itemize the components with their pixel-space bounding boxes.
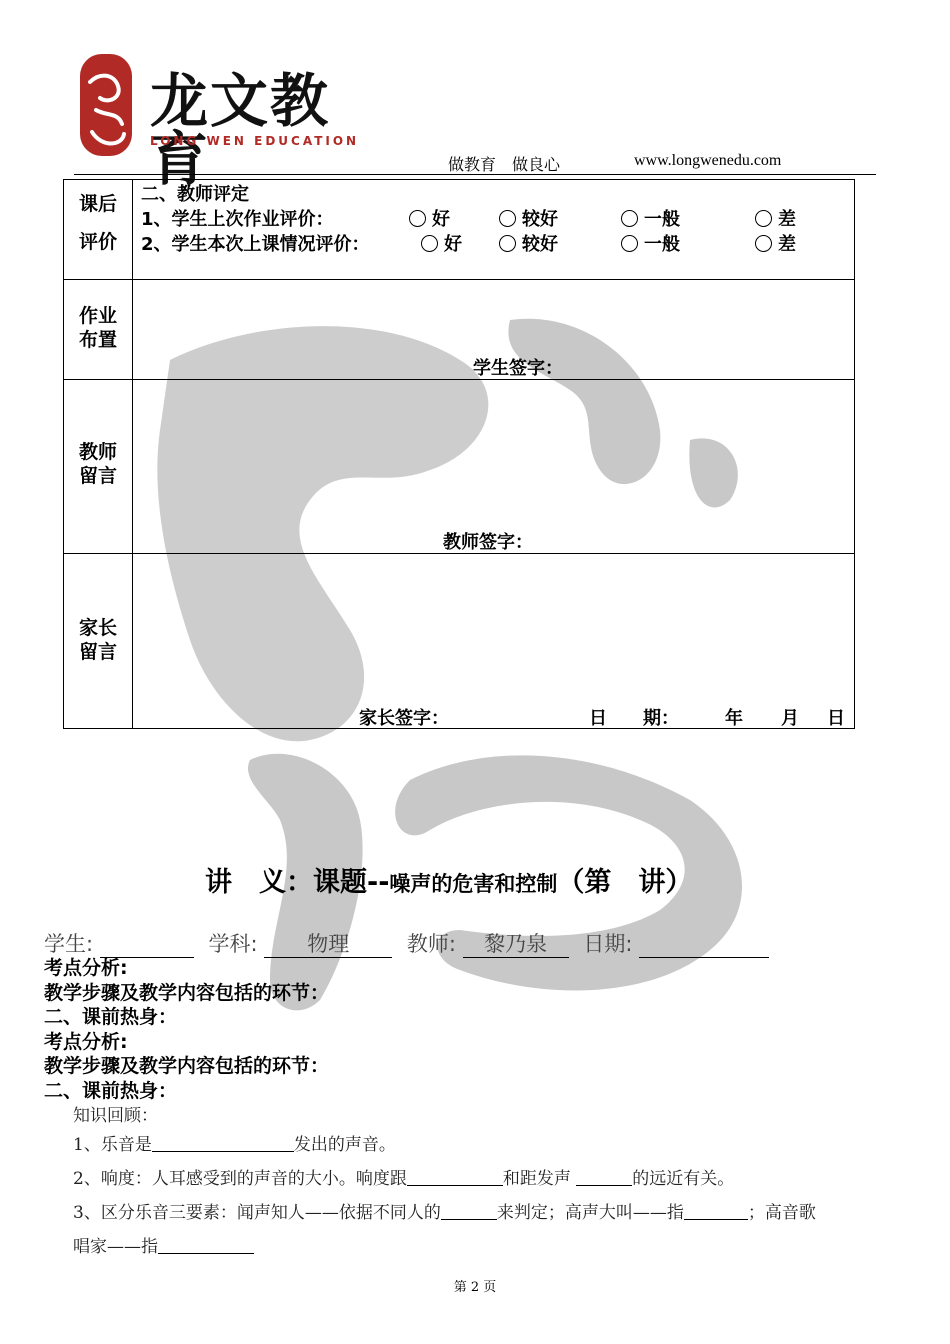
q2-text: 2、响度：人耳感受到的声音的大小。响度跟 <box>73 1169 407 1189</box>
header-url[interactable]: www.longwenedu.com <box>634 152 782 169</box>
class-option-good[interactable] <box>421 232 462 257</box>
parent-row <box>64 554 855 729</box>
date-year: 年 <box>725 708 743 729</box>
title-lecture-number: （第 讲） <box>557 867 693 898</box>
date-day: 日 <box>827 708 845 729</box>
date-field[interactable] <box>639 957 769 958</box>
option-label: 较好 <box>522 234 558 255</box>
homework-label-top: 作业 <box>78 305 117 327</box>
student-signature-label: 学生签字： <box>473 358 563 379</box>
knowledge-review <box>73 1104 883 1264</box>
question-3-continued <box>73 1230 883 1264</box>
lesson-info <box>44 928 769 958</box>
date-month: 月 <box>781 708 799 729</box>
lecture-title <box>205 860 692 899</box>
option-label: 好 <box>432 209 450 230</box>
teacher-label <box>64 380 133 554</box>
option-label: 好 <box>444 234 462 255</box>
option-label: 较好 <box>522 209 558 230</box>
radio-icon[interactable] <box>621 235 638 252</box>
q3-text-end: ；高音歌 <box>747 1203 816 1223</box>
radio-icon[interactable] <box>499 235 516 252</box>
subject-field[interactable]: 物理 <box>264 931 392 958</box>
q3-text: 3、区分乐音三要素：闻声知人——依据不同人的 <box>73 1203 441 1223</box>
info-date-label: 日期: <box>583 932 633 956</box>
teacher-row <box>64 380 855 554</box>
question-3 <box>73 1196 883 1230</box>
review-title: 知识回顾： <box>73 1106 158 1126</box>
q2-blank-1[interactable] <box>407 1167 503 1186</box>
q1-text: 1、乐音是 <box>73 1135 152 1155</box>
logo-name: 龙文教育 <box>150 67 331 193</box>
page-number: 第 2 页 <box>453 1280 497 1295</box>
class-eval-line <box>141 232 854 257</box>
homework-eval-question: 1、学生上次作业评价： <box>141 209 334 230</box>
teacher-label-bottom: 留言 <box>78 465 117 487</box>
section-heading: 二、课前热身： <box>44 1079 178 1102</box>
q3-text-cont: 唱家——指 <box>73 1237 158 1257</box>
teacher-cell[interactable] <box>133 380 855 554</box>
question-1 <box>73 1128 883 1162</box>
homework-option-fairly-good[interactable] <box>499 207 558 232</box>
radio-icon[interactable] <box>755 235 772 252</box>
homework-option-good[interactable] <box>409 207 450 232</box>
student-label: 学生: <box>44 932 94 956</box>
class-option-average[interactable] <box>621 232 680 257</box>
company-logo <box>78 52 378 193</box>
teacher-signature-label: 教师签字： <box>443 532 533 553</box>
review-row <box>64 180 855 280</box>
option-label: 差 <box>778 234 796 255</box>
q3-blank-3[interactable] <box>158 1235 254 1254</box>
radio-icon[interactable] <box>421 235 438 252</box>
title-topic: 噪声的危害和控制 <box>389 872 558 896</box>
option-label: 差 <box>778 209 796 230</box>
class-option-poor[interactable] <box>755 232 796 257</box>
section-headings <box>44 956 329 1103</box>
class-option-fairly-good[interactable] <box>499 232 558 257</box>
seal-icon <box>78 52 134 158</box>
teacher-info-label: 教师: <box>406 932 456 956</box>
header-slogan: 做教育 做良心 <box>448 155 561 174</box>
header-divider <box>74 174 876 175</box>
question-2 <box>73 1162 883 1196</box>
radio-icon[interactable] <box>621 210 638 227</box>
review-label <box>64 180 133 280</box>
review-cell <box>133 180 855 280</box>
q1-text-end: 发出的声音。 <box>293 1135 396 1155</box>
title-main: 讲 义：课题-- <box>205 867 390 898</box>
homework-cell[interactable] <box>133 280 855 380</box>
section-heading: 考点分析: <box>44 1030 128 1053</box>
radio-icon[interactable] <box>499 210 516 227</box>
homework-option-poor[interactable] <box>755 207 796 232</box>
subject-label: 学科: <box>208 932 258 956</box>
homework-option-average[interactable] <box>621 207 680 232</box>
homework-row <box>64 280 855 380</box>
q3-blank-2[interactable] <box>684 1201 748 1220</box>
review-label-top: 课后 <box>78 193 117 215</box>
teacher-label-top: 教师 <box>78 441 117 463</box>
radio-icon[interactable] <box>409 210 426 227</box>
parent-signature-label: 家长签字： <box>359 708 449 729</box>
homework-label <box>64 280 133 380</box>
q3-blank-1[interactable] <box>441 1201 497 1220</box>
parent-cell[interactable] <box>133 554 855 729</box>
review-label-bottom: 评价 <box>78 231 117 253</box>
parent-label <box>64 554 133 729</box>
parent-label-bottom: 留言 <box>78 641 117 663</box>
q2-blank-2[interactable] <box>576 1167 632 1186</box>
teacher-field[interactable]: 黎乃泉 <box>463 931 569 958</box>
homework-label-bottom: 布置 <box>78 329 117 351</box>
section-heading: 考点分析: <box>44 957 128 979</box>
review-heading: 二、教师评定 <box>141 184 249 205</box>
q1-blank[interactable] <box>152 1133 294 1152</box>
section-heading: 二、课前热身： <box>44 1006 178 1028</box>
homework-eval-line <box>141 207 854 232</box>
section-heading: 教学步骤及教学内容包括的环节： <box>44 1055 330 1077</box>
radio-icon[interactable] <box>755 210 772 227</box>
parent-label-top: 家长 <box>78 617 117 639</box>
section-heading: 教学步骤及教学内容包括的环节： <box>44 981 330 1004</box>
logo-subtitle: LONG WEN EDUCATION <box>150 134 360 148</box>
q2-text-mid: 和距发声 <box>502 1169 571 1189</box>
class-eval-question: 2、学生本次上课情况评价： <box>141 234 370 255</box>
q2-text-end: 的远近有关。 <box>632 1169 735 1189</box>
date-label: 日 期： <box>589 708 679 729</box>
option-label: 一般 <box>644 209 680 230</box>
option-label: 一般 <box>644 234 680 255</box>
evaluation-form <box>63 179 855 729</box>
q3-text-mid: 来判定；高声大叫——指 <box>496 1203 684 1223</box>
